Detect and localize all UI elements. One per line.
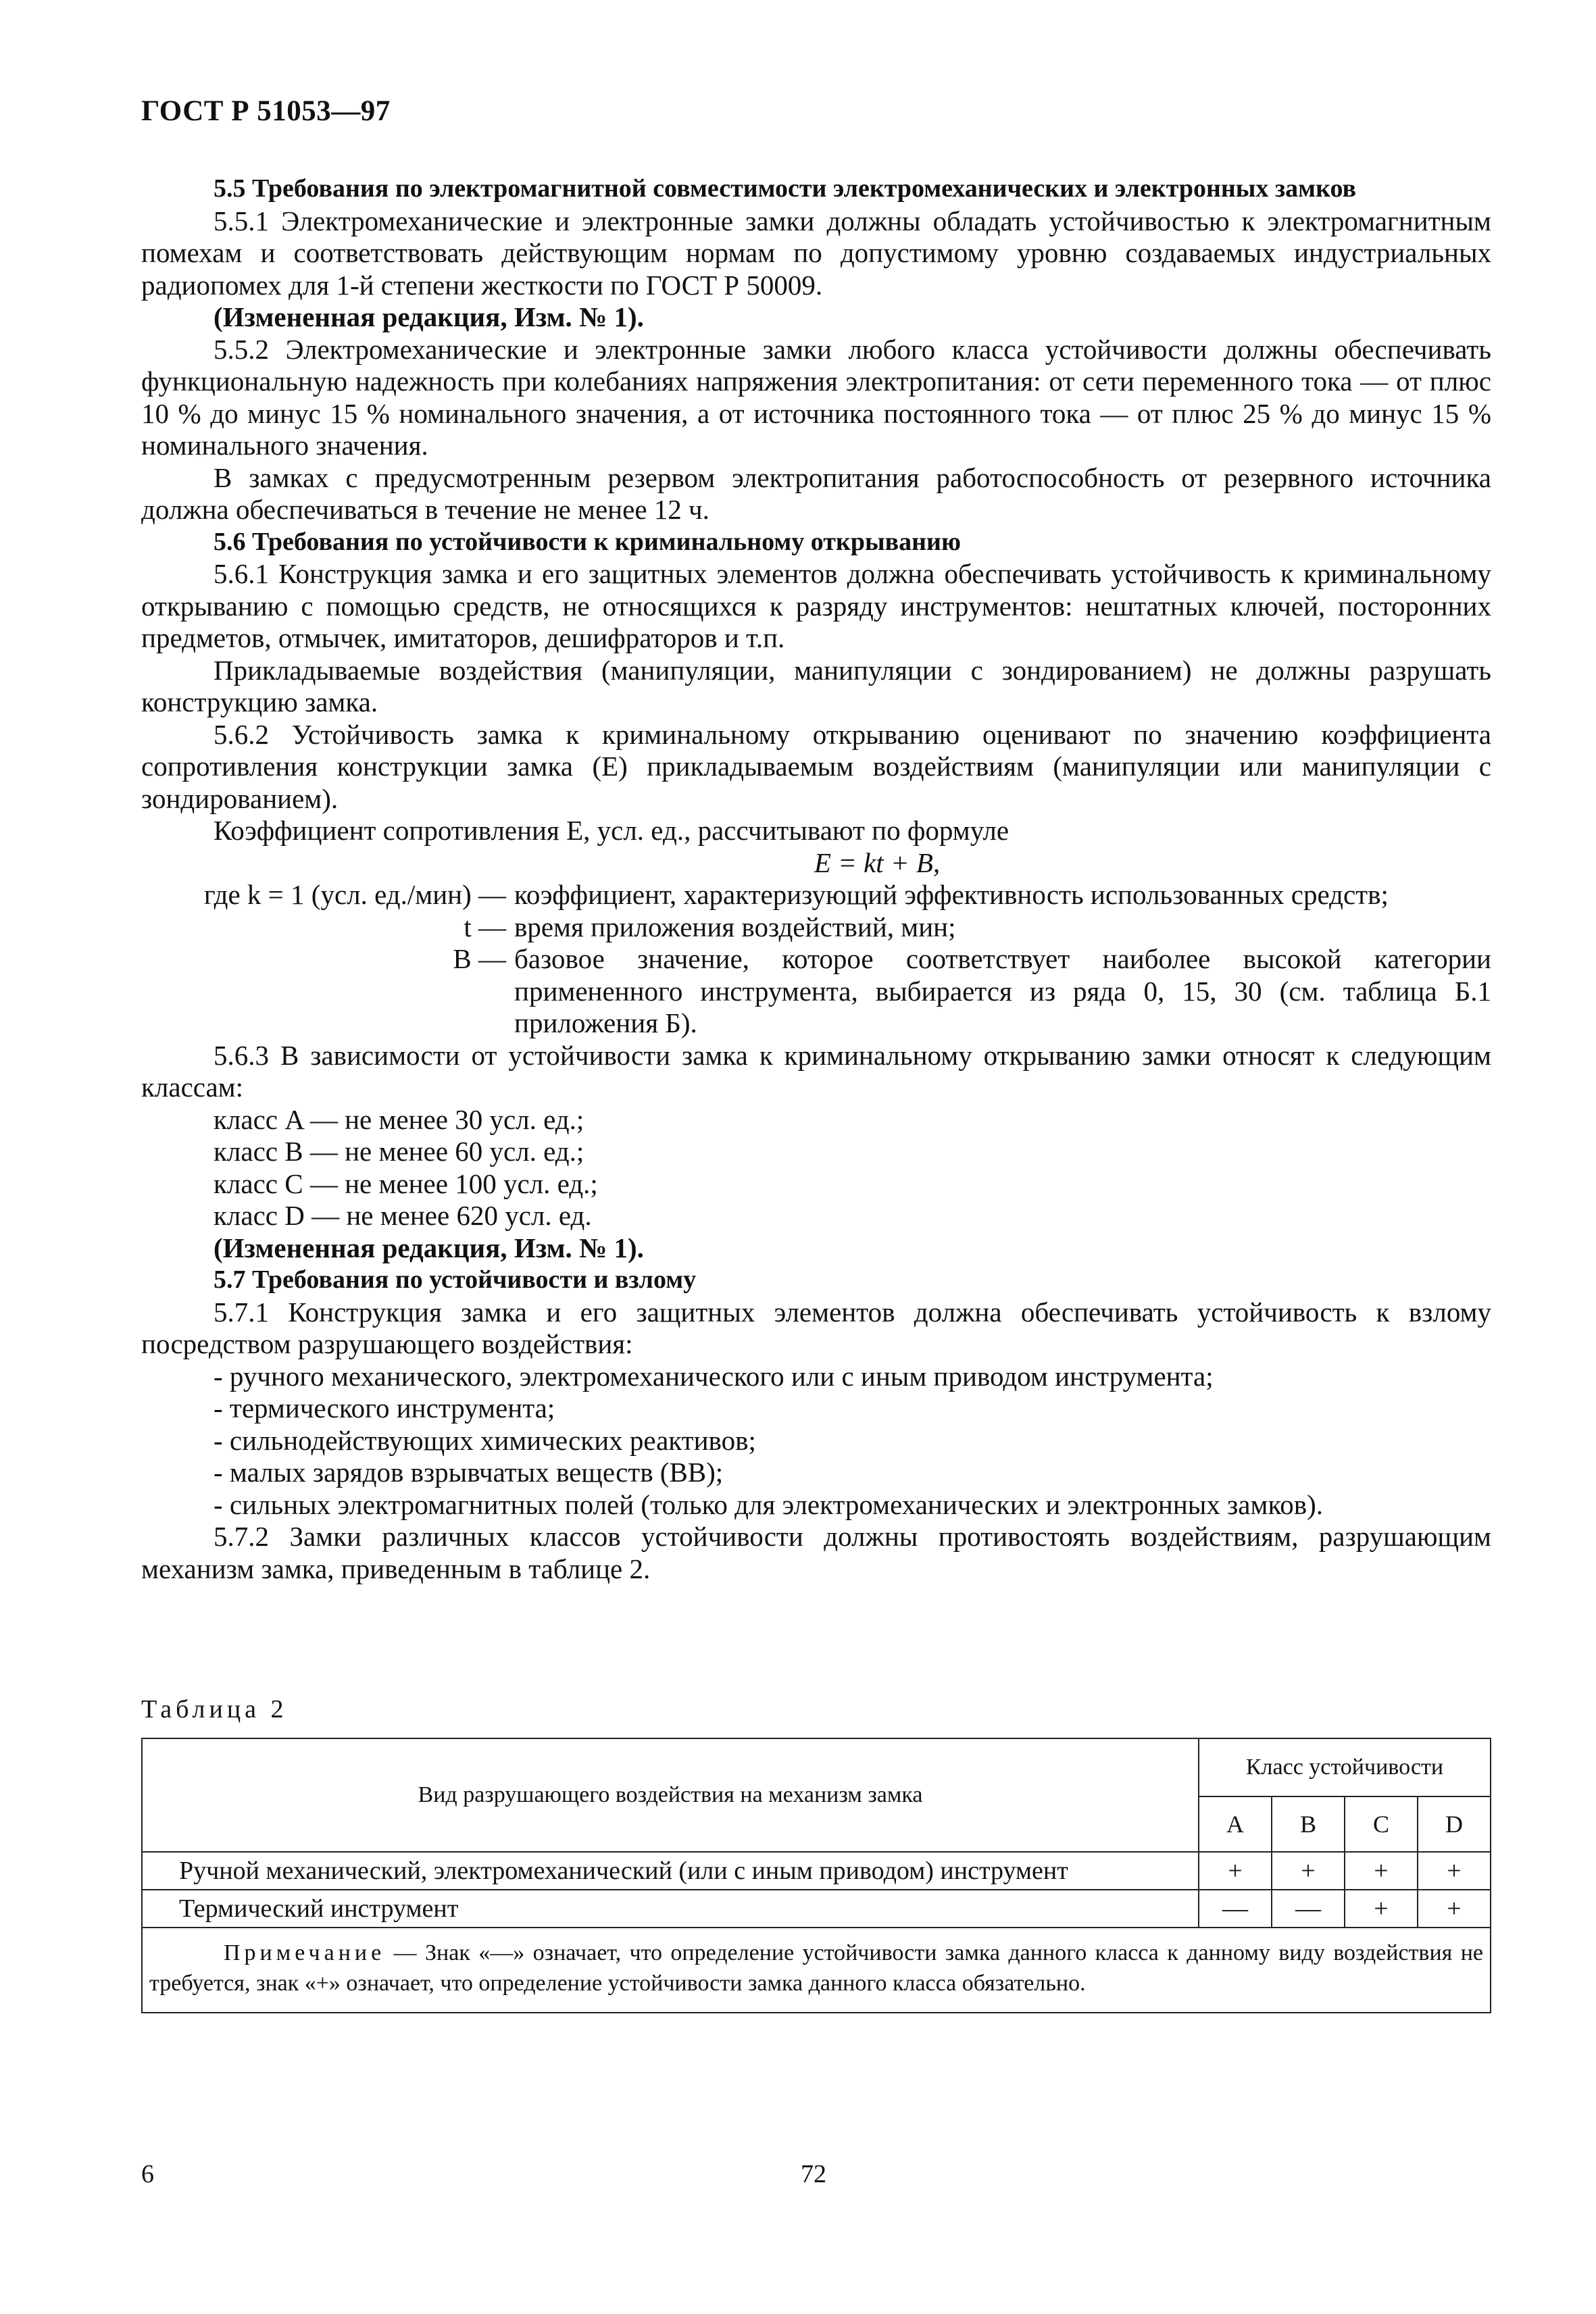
mark-cell: + (1418, 1890, 1491, 1928)
section-5-7-heading: 5.7 Требования по устойчивости и взлому (214, 1265, 697, 1294)
definition-text: базовое значение, которое соответствует наиболее высокой категории примененного инструмента, выбирается из ряда 0, 15, 30 (см. таблица Б.1 приложения Б). (514, 943, 1491, 1038)
mark-cell: + (1345, 1890, 1418, 1928)
class-column-a: A (1199, 1796, 1272, 1852)
section-5-6-heading: 5.6 Требования по устойчивости к криминальному открыванию (214, 527, 961, 556)
table-row (142, 1852, 1491, 1890)
definition-label: t — (464, 911, 506, 942)
mark-cell: + (1345, 1852, 1418, 1890)
amendment-note-1: (Измененная редакция, Изм. № 1). (214, 301, 644, 332)
section-5-5-heading: 5.5 Требования по электромагнитной совместимости электромеханических и электронных замков (214, 174, 1357, 203)
table-caption: Таблица 2 (141, 1695, 288, 1724)
paragraph-5-6-1: 5.6.1 Конструкция замка и его защитных элементов должна обеспечивать устойчивость к криминальному открыванию с помощью средств, не относящихся к разряду инструментов: нештатных ключей, посторонних предметов, отмычек, имитаторов, дешифраторов и т.п. (141, 558, 1491, 653)
mark-cell: + (1418, 1852, 1491, 1890)
paragraph-5-7-1: 5.7.1 Конструкция замка и его защитных элементов должна обеспечивать устойчивость к взлому посредством разрушающего воздействия: (141, 1296, 1491, 1359)
mark-cell: + (1272, 1852, 1345, 1890)
paragraph-5-7-2: 5.7.2 Замки различных классов устойчивости должны противостоять воздействиям, разрушающим механизм замка, приведенным в таблице 2. (141, 1521, 1491, 1584)
list-item: - ручного механического, электромеханического или с иным приводом инструмента; (214, 1360, 1214, 1392)
row-label: Ручной механический, электромеханический (или с иным приводом) инструмент (142, 1852, 1199, 1890)
page-number-left: 6 (141, 2160, 154, 2188)
note-text: — Знак «—» означает, что определение устойчивости замка данного класса к данному виду воздействия не требуется, знак «+» означает, что определение устойчивости замка данного класса обязательно. (149, 1940, 1483, 1996)
class-item-d: класс D — не менее 620 усл. ед. (214, 1200, 592, 1231)
definition-label: где k = 1 (усл. ед./мин) — (203, 879, 506, 910)
mark-cell: — (1199, 1890, 1272, 1928)
standard-header: ГОСТ Р 51053—97 (141, 95, 391, 127)
page-number-center: 72 (801, 2160, 826, 2188)
class-item-b: класс B — не менее 60 усл. ед.; (214, 1136, 584, 1167)
paragraph-5-5-2-backup: В замках с предусмотренным резервом электропитания работоспособность от резервного источника должна обеспечиваться в течение не менее 12 ч. (141, 461, 1491, 525)
mark-cell: + (1199, 1852, 1272, 1890)
paragraph-5-6-2-formula-intro: Коэффициент сопротивления E, усл. ед., рассчитывают по формуле (214, 815, 1009, 846)
definition-row-t (141, 911, 1491, 944)
definition-label: B — (453, 943, 506, 974)
table-row (142, 1890, 1491, 1928)
paragraph-5-5-1: 5.5.1 Электромеханические и электронные замки должны обладать устойчивостью к электромагнитным помехам и соответствовать действующим нормам по допустимому уровню создаваемых индустриальных радиопомех для 1-й степени жесткости по ГОСТ Р 50009. (141, 205, 1491, 301)
class-column-c: C (1345, 1796, 1418, 1852)
list-item: - сильнодействующих химических реактивов; (214, 1424, 756, 1456)
note-title: Примечание (224, 1940, 386, 1965)
amendment-note-2: (Измененная редакция, Изм. № 1). (214, 1232, 644, 1263)
formula-definitions (141, 879, 1491, 1040)
document-body (141, 173, 1491, 1585)
table-header-impact: Вид разрушающего воздействия на механизм замка (142, 1738, 1199, 1852)
class-item-c: класс C — не менее 100 усл. ед.; (214, 1167, 598, 1199)
list-item: - сильных электромагнитных полей (только для электромеханических и электронных замков). (214, 1488, 1324, 1520)
list-item: - малых зарядов взрывчатых веществ (ВВ); (214, 1457, 724, 1488)
table-note (142, 1928, 1491, 2013)
formula: E = kt + B, (814, 847, 941, 878)
list-item: - термического инструмента; (214, 1392, 555, 1424)
definition-text: время приложения воздействий, мин; (514, 911, 956, 942)
paragraph-5-6-3: 5.6.3 В зависимости от устойчивости замка к криминальному открыванию замки относят к следующим классам: (141, 1039, 1491, 1103)
definition-text: коэффициент, характеризующий эффективность использованных средств; (514, 879, 1389, 910)
table-2 (141, 1738, 1491, 2013)
class-column-d: D (1418, 1796, 1491, 1852)
paragraph-5-6-1-impact: Прикладываемые воздействия (манипуляции, манипуляции с зондированием) не должны разрушать конструкцию замка. (141, 654, 1491, 718)
definition-row-b (141, 943, 1491, 1040)
mark-cell: — (1272, 1890, 1345, 1928)
paragraph-5-5-2: 5.5.2 Электромеханические и электронные замки любого класса устойчивости должны обеспечивать функциональную надежность при колебаниях напряжения электропитания: от сети переменного тока — от плюс 10 % до минус 15 % номинального значения, а от источника постоянного тока — от плюс 25 % до минус 15 % номинального значения. (141, 333, 1491, 461)
paragraph-5-6-2: 5.6.2 Устойчивость замка к криминальному открыванию оценивают по значению коэффициента сопротивления конструкции замка (E) прикладываемым воздействиям (манипуляции или манипуляции с зондированием). (141, 718, 1491, 814)
row-label: Термический инструмент (142, 1890, 1199, 1928)
class-item-a: класс A — не менее 30 усл. ед.; (214, 1103, 584, 1135)
definition-row-k (141, 879, 1491, 911)
table-header-class: Класс устойчивости (1199, 1738, 1491, 1796)
class-column-b: B (1272, 1796, 1345, 1852)
